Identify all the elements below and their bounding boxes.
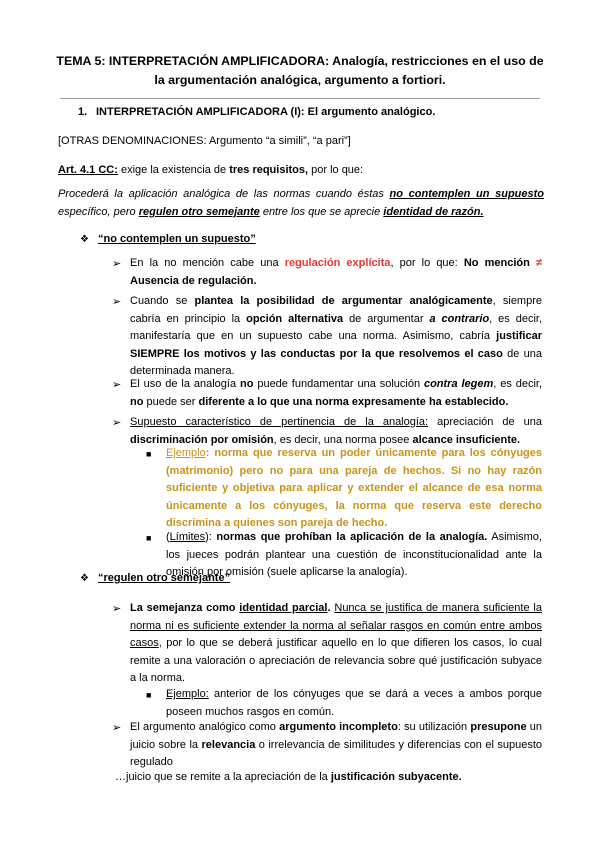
- article-line: [58, 164, 363, 176]
- bullet-label: “regulen otro semejante”: [98, 572, 231, 584]
- arrow-bullet-icon: ➢: [112, 258, 122, 270]
- square-bullet-icon: ■: [146, 449, 152, 459]
- quote-part-2: específico, pero: [58, 205, 139, 218]
- article-pre: exige la existencia de: [117, 164, 230, 176]
- list-item: El argumento analógico como argumento incompleto: su utilización presupone un juicio sobre la relevancia o irrelevancia de similitudes y diferencias con el supuesto regulado: [130, 721, 542, 768]
- arrow-bullet-icon: ➢: [112, 417, 122, 429]
- arrow-bullet-icon: ➢: [112, 722, 122, 734]
- article-quote: [58, 186, 544, 221]
- arrow-bullet-icon: ➢: [112, 379, 122, 391]
- section-text: INTERPRETACIÓN AMPLIFICADORA (I): El argumento analógico.: [96, 106, 436, 118]
- limits-label: Límites: [169, 531, 206, 543]
- bullet-regulen: [80, 572, 230, 584]
- arrow-bullet-icon: ➢: [112, 296, 122, 308]
- document-title: [50, 52, 550, 89]
- limits-item: (Límites): normas que prohíban la aplicación de la analogía. Asimismo, los jueces podrán plantear una cuestión de inconstitucionalidad ante la omisión por omisión (suele aplicarse la analogía).: [166, 531, 542, 578]
- list-item: El uso de la analogía no puede fundamentar una solución contra legem, es decir, no puede ser diferente a lo que una norma expresamente ha establecido.: [130, 378, 543, 408]
- other-names: [OTRAS DENOMINACIONES: Argumento “a simili”, “a pari”]: [58, 135, 351, 147]
- title-line-1: TEMA 5: INTERPRETACIÓN AMPLIFICADORA: Analogía, restricciones en el uso de: [56, 54, 544, 68]
- bullet-no-contemplen: [80, 233, 256, 245]
- example-label: Ejemplo:: [166, 688, 209, 700]
- arrow-bullet-icon: ➢: [112, 603, 122, 615]
- quote-part-1: Procederá la aplicación analógica de las normas cuando éstas: [58, 188, 390, 200]
- section-heading: [78, 106, 435, 118]
- closing-line: …juicio que se remite a la apreciación de la justificación subyacente.: [115, 771, 462, 783]
- highlight-red: regulación explícita: [284, 257, 391, 269]
- article-ref: Art. 4.1 CC:: [58, 164, 118, 176]
- quote-part-3: entre los que se aprecie: [259, 205, 384, 218]
- article-post: por lo que:: [308, 164, 364, 176]
- list-item: La semejanza como identidad parcial. Nunca se justifica de manera suficiente la norma ni es suficiente extender la norma al señalar rasgos en común entre ambos casos, por lo que se deberá justificar aquello en lo que difieren los casos, lo cual remite a una valoración o apreciación de relevancia sobre qué justificación subyace a la norma.: [130, 602, 542, 684]
- article-bold: tres requisitos,: [229, 164, 309, 176]
- example-item: Ejemplo: anterior de los cónyuges que se dará a veces a ambos porque poseen muchos rasgos en común.: [166, 688, 542, 718]
- list-item: Cuando se plantea la posibilidad de argumentar analógicamente, siempre cabría en principio la opción alternativa de argumentar a contrario, es decir, manifestaría que en un supuesto cabe una norma. Asimismo, cabría justificar SIEMPRE los motivos y las conductas por la que resolvemos el caso de una determinada manera.: [130, 295, 543, 377]
- example-label: Ejemplo: [166, 447, 206, 459]
- requirement-2: regulen otro semejante: [138, 205, 260, 218]
- diamond-bullet-icon: ❖: [80, 234, 89, 245]
- example-text: : norma que reserva un poder únicamente para los cónyuges (matrimonio) pero no para una pareja de hechos. Si no hay razón suficiente y objetiva para aplicar y extender el alcance de esa norma únicamente a los cónyuges, la norma que reserva este derecho discrimina a quienes son pareja de hecho.: [166, 447, 542, 529]
- list-item: Supuesto característico de pertinencia de la analogía: apreciación de una discriminación por omisión, es decir, una norma posee alcance insuficiente.: [130, 416, 543, 446]
- requirement-1: no contemplen un supuesto: [389, 188, 544, 200]
- requirement-3: identidad de razón.: [383, 205, 484, 218]
- title-divider: [60, 98, 540, 99]
- bullet-label: “no contemplen un supuesto”: [98, 233, 256, 245]
- list-item: En la no mención cabe una regulación explícita, por lo que: No mención ≠ Ausencia de regulación.: [130, 257, 543, 287]
- title-line-2: la argumentación analógica, argumento a fortiori.: [154, 72, 446, 87]
- not-equal-sign: ≠: [535, 257, 543, 269]
- square-bullet-icon: ■: [146, 690, 152, 700]
- section-number: 1.: [78, 106, 88, 118]
- square-bullet-icon: ■: [146, 533, 152, 543]
- diamond-bullet-icon: ❖: [80, 573, 89, 584]
- example-item: [166, 445, 542, 533]
